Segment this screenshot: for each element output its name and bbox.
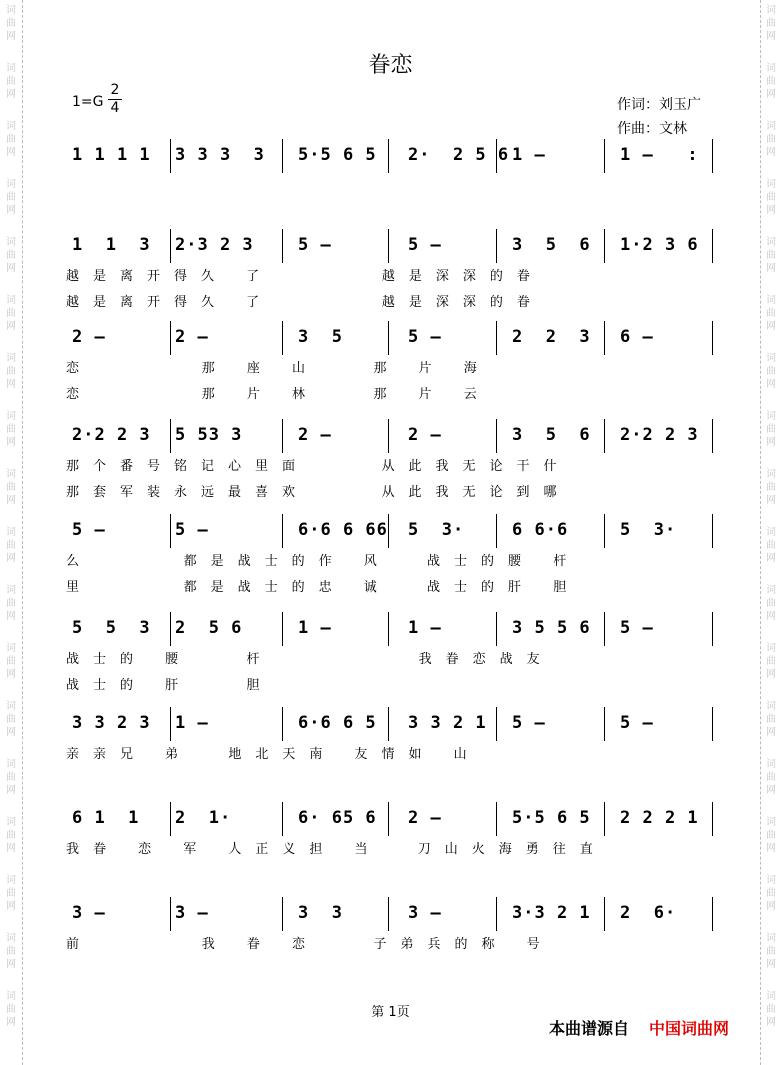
measure-notes: 2 2 2 1 — [620, 808, 699, 828]
bar-line — [282, 897, 283, 931]
measure-notes: 2 2 3 — [512, 327, 591, 347]
bar-line — [604, 139, 605, 173]
bar-line — [496, 802, 497, 836]
measure-notes: 5 53 3 — [175, 425, 243, 445]
measure-notes: 5·5 6 5 — [298, 145, 377, 165]
measure-notes: 5 – — [620, 618, 654, 638]
bar-line — [170, 229, 171, 263]
measure-notes: 2 – — [408, 425, 442, 445]
measure-notes: 2 1· — [175, 808, 232, 828]
time-signature — [108, 82, 122, 117]
watermark-text: 词 曲 网 — [6, 585, 16, 622]
bar-line — [282, 139, 283, 173]
measure-notes: 1 – : — [620, 145, 699, 165]
watermark-text: 词 曲 网 — [766, 179, 776, 216]
lyric-line-2: 那套军装永远最喜欢 从此我无论到哪 — [66, 485, 571, 500]
measure-notes: 5 – — [512, 713, 546, 733]
measure-notes: 3 5 6 — [512, 425, 591, 445]
watermark-text: 词 曲 网 — [6, 759, 16, 796]
watermark-text: 词 曲 网 — [6, 933, 16, 970]
measure-notes: 6 6·6 — [512, 520, 569, 540]
watermark-text: 词 曲 网 — [766, 63, 776, 100]
watermark-text: 词 曲 网 — [6, 875, 16, 912]
bar-line — [604, 419, 605, 453]
bar-line — [712, 612, 713, 646]
watermark-text: 词 曲 网 — [6, 295, 16, 332]
watermark-text: 词 曲 网 — [766, 875, 776, 912]
lyric-line-2: 恋 那 片 林 那 片 云 — [66, 387, 491, 402]
bar-line — [604, 321, 605, 355]
bar-line — [170, 612, 171, 646]
watermark-text: 词 曲 网 — [6, 63, 16, 100]
measure-notes: 3 – — [175, 903, 209, 923]
source-site: 中国词曲网 — [649, 1019, 730, 1038]
bar-line — [282, 321, 283, 355]
watermark-text: 词 曲 网 — [6, 5, 16, 42]
watermark-text: 词 曲 网 — [766, 469, 776, 506]
measure-notes: 6 1 1 — [72, 808, 140, 828]
measure-notes: 3 5 6 — [512, 235, 591, 255]
bar-line — [496, 612, 497, 646]
measure-notes: 5 3· — [620, 520, 677, 540]
measure-notes: 5 5 3 — [72, 618, 151, 638]
bar-line — [170, 419, 171, 453]
measure-notes: 6·6 6 66 — [298, 520, 388, 540]
time-sig-top: 2 — [110, 82, 120, 98]
lyric-line-2: 里 都是战士的忠 诚 战士的肝 胆 — [66, 580, 581, 595]
bar-line — [496, 707, 497, 741]
watermark-text: 词 曲 网 — [766, 817, 776, 854]
bar-line — [388, 897, 389, 931]
watermark-text: 词 曲 网 — [766, 933, 776, 970]
bar-line — [496, 321, 497, 355]
bar-line — [282, 707, 283, 741]
watermark-text: 词 曲 网 — [766, 759, 776, 796]
lyric-line-1: 那个番号铭记心里面 从此我无论干什 — [66, 459, 571, 474]
bar-line — [388, 321, 389, 355]
measure-notes: 3 5 — [298, 327, 343, 347]
bar-line — [388, 419, 389, 453]
watermark-text: 词 曲 网 — [766, 411, 776, 448]
source-label: 本曲谱源自 — [549, 1019, 630, 1038]
lyric-line-1: 前 我 眷 恋 子弟兵的称 号 — [66, 937, 554, 952]
staff-row — [0, 145, 781, 225]
measure-notes: 5 – — [298, 235, 332, 255]
measure-notes: 2 5 6 — [175, 618, 243, 638]
measure-notes: 2 – — [408, 808, 442, 828]
bar-line — [388, 139, 389, 173]
bar-line — [282, 802, 283, 836]
bar-line — [282, 419, 283, 453]
bar-line — [282, 612, 283, 646]
bar-line — [170, 897, 171, 931]
bar-line — [604, 802, 605, 836]
bar-line — [170, 321, 171, 355]
watermark-text: 词 曲 网 — [6, 643, 16, 680]
measure-notes: 2· 2 5 6 — [408, 145, 510, 165]
bar-line — [604, 514, 605, 548]
bar-line — [170, 139, 171, 173]
measure-notes: 5 – — [408, 327, 442, 347]
measure-notes: 2·3 2 3 — [175, 235, 254, 255]
measure-notes: 5 3· — [408, 520, 465, 540]
bar-line — [388, 612, 389, 646]
bar-line — [712, 139, 713, 173]
bar-line — [170, 802, 171, 836]
measure-notes: 3 3 — [298, 903, 343, 923]
lyric-line-1: 战士的 腰 杆 我眷恋战友 — [66, 652, 554, 667]
watermark-text: 词 曲 网 — [766, 991, 776, 1028]
measure-notes: 5 – — [620, 713, 654, 733]
watermark-text: 词 曲 网 — [6, 701, 16, 738]
measure-notes: 2 6· — [620, 903, 677, 923]
bar-line — [712, 897, 713, 931]
bar-line — [496, 229, 497, 263]
staff-row — [0, 425, 781, 505]
lyric-line-2: 越是离开得久 了 越是深深的眷 — [66, 295, 544, 310]
watermark-text: 词 曲 网 — [6, 817, 16, 854]
bar-line — [712, 321, 713, 355]
bar-line — [712, 802, 713, 836]
watermark-text: 词 曲 网 — [766, 295, 776, 332]
lyric-line-2: 战士的 肝 胆 — [66, 678, 274, 693]
watermark-text: 词 曲 网 — [766, 527, 776, 564]
staff-row — [0, 903, 781, 983]
bar-line — [388, 707, 389, 741]
bar-line — [604, 707, 605, 741]
key-signature: 1=G — [72, 94, 104, 110]
lyric-line-1: 我眷 恋 军 人正义担 当 刀山火海勇往直 — [66, 842, 607, 857]
staff-row — [0, 327, 781, 407]
watermark-text: 词 曲 网 — [6, 527, 16, 564]
bar-line — [496, 419, 497, 453]
lyricist-credit: 作词：刘玉广 — [617, 97, 701, 113]
measure-notes: 2 – — [175, 327, 209, 347]
bar-line — [712, 514, 713, 548]
measure-notes: 6·6 6 5 — [298, 713, 377, 733]
measure-notes: 2·2 2 3 — [72, 425, 151, 445]
bar-line — [282, 229, 283, 263]
staff-row — [0, 808, 781, 888]
staff-row — [0, 713, 781, 793]
bar-line — [496, 897, 497, 931]
measure-notes: 5·5 6 5 — [512, 808, 591, 828]
measure-notes: 2·2 2 3 — [620, 425, 699, 445]
watermark-text: 词 曲 网 — [766, 5, 776, 42]
measure-notes: 6· 65 6 — [298, 808, 377, 828]
watermark-text: 词 曲 网 — [766, 353, 776, 390]
watermark-text: 词 曲 网 — [766, 701, 776, 738]
measure-notes: 3 3 2 3 — [72, 713, 151, 733]
page-number: 第 1页 — [371, 1005, 410, 1020]
bar-line — [604, 897, 605, 931]
watermark-text: 词 曲 网 — [6, 121, 16, 158]
bar-line — [388, 802, 389, 836]
measure-notes: 1 – — [512, 145, 546, 165]
bar-line — [496, 514, 497, 548]
bar-line — [282, 514, 283, 548]
bar-line — [170, 707, 171, 741]
staff-row — [0, 520, 781, 600]
bar-line — [496, 139, 497, 173]
measure-notes: 3 5 5 6 — [512, 618, 591, 638]
bar-line — [712, 707, 713, 741]
measure-notes: 3·3 2 1 — [512, 903, 591, 923]
measure-notes: 2 – — [298, 425, 332, 445]
watermark-text: 词 曲 网 — [6, 237, 16, 274]
watermark-text: 词 曲 网 — [6, 411, 16, 448]
watermark-text: 词 曲 网 — [766, 643, 776, 680]
measure-notes: 5 – — [408, 235, 442, 255]
measure-notes: 1·2 3 6 — [620, 235, 699, 255]
song-title: 眷恋 — [368, 53, 413, 78]
measure-notes: 1 1 3 — [72, 235, 151, 255]
staff-row — [0, 235, 781, 315]
bar-line — [388, 229, 389, 263]
measure-notes: 1 – — [298, 618, 332, 638]
bar-line — [170, 514, 171, 548]
staff-row — [0, 618, 781, 698]
lyric-line-1: 越是离开得久 了 越是深深的眷 — [66, 269, 544, 284]
lyric-line-1: 么 都是战士的作 风 战士的腰 杆 — [66, 554, 581, 569]
measure-notes: 3 3 3 3 — [175, 145, 265, 165]
watermark-text: 词 曲 网 — [6, 991, 16, 1028]
watermark-text: 词 曲 网 — [6, 469, 16, 506]
measure-notes: 3 – — [408, 903, 442, 923]
watermark-text: 词 曲 网 — [6, 179, 16, 216]
measure-notes: 1 – — [175, 713, 209, 733]
measure-notes: 1 – — [408, 618, 442, 638]
measure-notes: 6 – — [620, 327, 654, 347]
measure-notes: 5 – — [175, 520, 209, 540]
lyric-line-1: 亲亲兄 弟 地北天南 友情如 山 — [66, 747, 481, 762]
time-sig-bottom: 4 — [108, 99, 122, 117]
measure-notes: 5 – — [72, 520, 106, 540]
measure-notes: 1 1 1 1 — [72, 145, 151, 165]
source-attribution — [549, 1016, 729, 1039]
bar-line — [712, 229, 713, 263]
measure-notes: 3 3 2 1 — [408, 713, 487, 733]
bar-line — [604, 612, 605, 646]
bar-line — [604, 229, 605, 263]
composer-credit: 作曲：文林 — [617, 121, 687, 137]
watermark-text: 词 曲 网 — [6, 353, 16, 390]
bar-line — [388, 514, 389, 548]
watermark-text: 词 曲 网 — [766, 121, 776, 158]
watermark-text: 词 曲 网 — [766, 237, 776, 274]
bar-line — [712, 419, 713, 453]
measure-notes: 3 – — [72, 903, 106, 923]
measure-notes: 2 – — [72, 327, 106, 347]
watermark-text: 词 曲 网 — [766, 585, 776, 622]
lyric-line-1: 恋 那 座 山 那 片 海 — [66, 361, 491, 376]
